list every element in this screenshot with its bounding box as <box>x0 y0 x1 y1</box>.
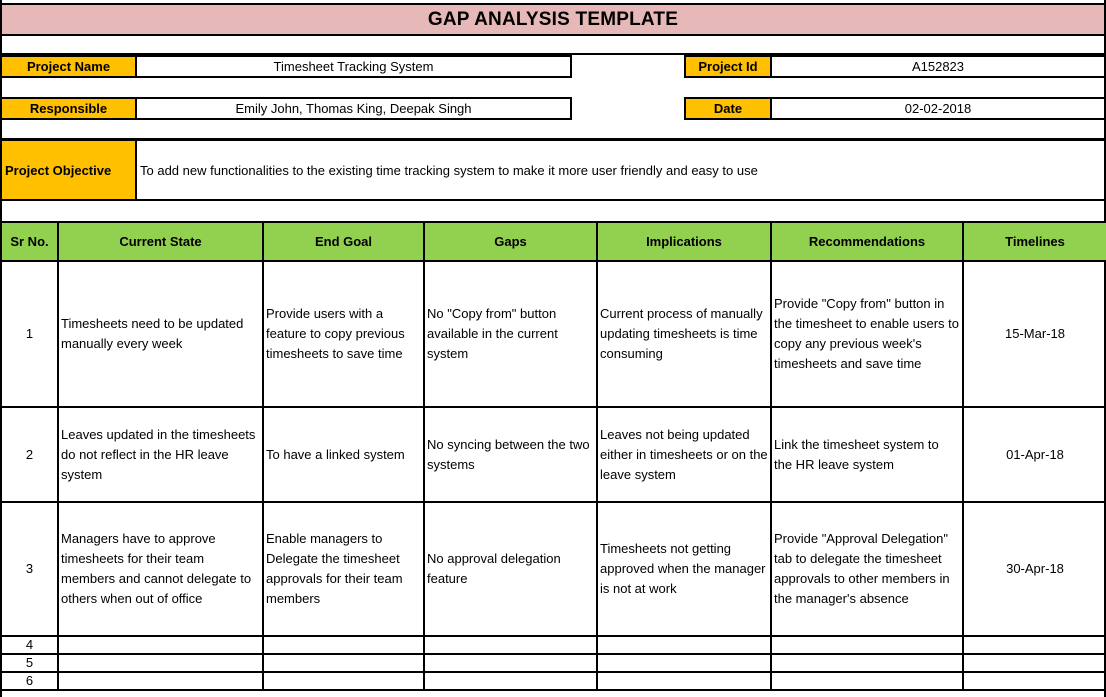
responsible-value: Emily John, Thomas King, Deepak Singh <box>235 101 472 116</box>
cell-gaps[interactable]: No "Copy from" button available in the current system <box>424 261 597 407</box>
cell-current-state[interactable]: Timesheets need to be updated manually every week <box>58 261 263 407</box>
header-end-goal: End Goal <box>263 222 424 261</box>
cell-implications[interactable] <box>597 654 771 672</box>
cell-end-goal[interactable] <box>263 636 424 654</box>
cell-sr-no[interactable]: 6 <box>1 672 58 690</box>
cell-gaps[interactable] <box>424 636 597 654</box>
cell-timeline[interactable] <box>963 636 1106 654</box>
table-row <box>1 672 1106 690</box>
cell-recommendations[interactable] <box>771 636 963 654</box>
cell-end-goal[interactable]: Provide users with a feature to copy previous timesheets to save time <box>263 261 424 407</box>
cell-sr-no[interactable]: 3 <box>1 502 58 636</box>
header-sr-no: Sr No. <box>1 222 58 261</box>
cell-sr-no[interactable]: 2 <box>1 407 58 502</box>
cell-implications[interactable] <box>597 636 771 654</box>
cell-timeline[interactable]: 15-Mar-18 <box>963 261 1106 407</box>
cell-recommendations[interactable] <box>771 654 963 672</box>
cell-implications[interactable]: Current process of manually updating timesheets is time consuming <box>597 261 771 407</box>
date-label-text: Date <box>713 101 743 116</box>
cell-gaps[interactable]: No syncing between the two systems <box>424 407 597 502</box>
title-banner <box>0 3 1106 36</box>
project-id-label <box>684 55 772 78</box>
date-label <box>684 97 772 120</box>
cell-implications[interactable]: Timesheets not getting approved when the manager is not at work <box>597 502 771 636</box>
cell-gaps[interactable] <box>424 654 597 672</box>
table-row <box>1 654 1106 672</box>
cell-end-goal[interactable] <box>263 672 424 690</box>
table-row <box>1 261 1106 407</box>
cell-gaps[interactable] <box>424 672 597 690</box>
table-header-row <box>1 222 1106 261</box>
project-name-value: Timesheet Tracking System <box>273 59 434 74</box>
page-title: GAP ANALYSIS TEMPLATE <box>427 8 679 30</box>
project-name-field[interactable] <box>135 55 572 78</box>
cell-current-state[interactable] <box>58 672 263 690</box>
responsible-label <box>0 97 137 120</box>
project-objective-label-text: Project Objective <box>5 162 112 178</box>
date-value: 02-02-2018 <box>904 101 972 116</box>
cell-current-state[interactable]: Leaves updated in the timesheets do not reflect in the HR leave system <box>58 407 263 502</box>
project-id-value: A152823 <box>911 59 965 74</box>
project-objective-label <box>0 139 137 201</box>
table-row <box>1 636 1106 654</box>
cell-end-goal[interactable]: Enable managers to Delegate the timesheet approvals for their team members <box>263 502 424 636</box>
table-row <box>1 502 1106 636</box>
cell-current-state[interactable] <box>58 654 263 672</box>
cell-sr-no[interactable]: 1 <box>1 261 58 407</box>
project-objective-field[interactable] <box>135 139 1106 201</box>
cell-implications[interactable]: Leaves not being updated either in timesheets or on the leave system <box>597 407 771 502</box>
table-row <box>1 407 1106 502</box>
cell-timeline[interactable]: 01-Apr-18 <box>963 407 1106 502</box>
cell-current-state[interactable]: Managers have to approve timesheets for their team members and cannot delegate to others when out of office <box>58 502 263 636</box>
gap-analysis-table <box>0 221 1106 691</box>
cell-sr-no[interactable]: 5 <box>1 654 58 672</box>
project-name-label-text: Project Name <box>26 59 111 74</box>
cell-recommendations[interactable]: Provide "Approval Delegation" tab to delegate the timesheet approvals to other members in the manager's absence <box>771 502 963 636</box>
header-recommendations: Recommendations <box>771 222 963 261</box>
header-gaps: Gaps <box>424 222 597 261</box>
cell-current-state[interactable] <box>58 636 263 654</box>
project-id-label-text: Project Id <box>698 59 758 74</box>
project-name-label <box>0 55 137 78</box>
cell-timeline[interactable] <box>963 672 1106 690</box>
cell-end-goal[interactable]: To have a linked system <box>263 407 424 502</box>
header-implications: Implications <box>597 222 771 261</box>
cell-timeline[interactable]: 30-Apr-18 <box>963 502 1106 636</box>
header-current-state: Current State <box>58 222 263 261</box>
date-field[interactable] <box>770 97 1106 120</box>
cell-sr-no[interactable]: 4 <box>1 636 58 654</box>
cell-recommendations[interactable]: Provide "Copy from" button in the timesheet to enable users to copy any previous week's timesheets and save time <box>771 261 963 407</box>
responsible-field[interactable] <box>135 97 572 120</box>
cell-gaps[interactable]: No approval delegation feature <box>424 502 597 636</box>
cell-timeline[interactable] <box>963 654 1106 672</box>
project-objective-value: To add new functionalities to the existing time tracking system to make it more user friendly and easy to use <box>140 162 758 178</box>
header-timelines: Timelines <box>963 222 1106 261</box>
cell-implications[interactable] <box>597 672 771 690</box>
project-id-field[interactable] <box>770 55 1106 78</box>
cell-recommendations[interactable]: Link the timesheet system to the HR leave system <box>771 407 963 502</box>
cell-end-goal[interactable] <box>263 654 424 672</box>
responsible-label-text: Responsible <box>29 101 108 116</box>
cell-recommendations[interactable] <box>771 672 963 690</box>
